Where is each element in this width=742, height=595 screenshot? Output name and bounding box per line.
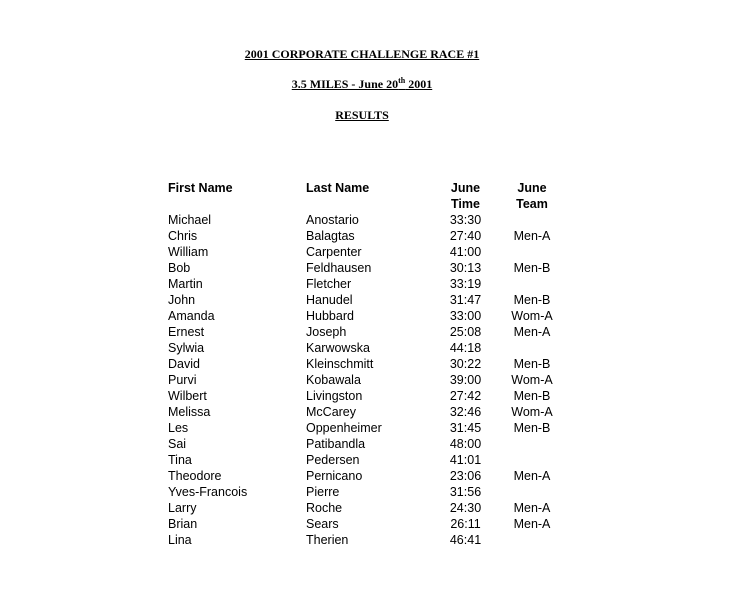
team-cell: Wom-A (511, 405, 553, 419)
team-cell: Men-A (513, 469, 551, 483)
last-name-cell: Pedersen (306, 453, 360, 467)
time-cell: 27:40 (449, 229, 482, 243)
first-name-cell: Lina (168, 533, 192, 547)
last-name-cell: Livingston (306, 389, 363, 403)
first-name-cell: William (168, 245, 209, 259)
time-cell: 41:00 (449, 245, 482, 259)
team-cell: Men-B (513, 293, 551, 307)
team-cell: Men-A (513, 517, 551, 531)
last-name-cell: Carpenter (306, 245, 362, 259)
team-cell: Wom-A (511, 373, 553, 387)
race-subtitle-ordinal: th (398, 76, 406, 85)
first-name-cell: Ernest (168, 325, 205, 339)
first-name-cell: Les (168, 421, 189, 435)
team-cell: Men-A (513, 501, 551, 515)
time-cell: 33:19 (449, 277, 482, 291)
last-name-cell: Roche (306, 501, 343, 515)
team-cell: Men-B (513, 389, 551, 403)
last-name-cell: Joseph (306, 325, 347, 339)
team-cell: Men-B (513, 261, 551, 275)
time-cell: 44:18 (449, 341, 482, 355)
column-header-time-line2: Time (451, 197, 480, 211)
time-cell: 48:00 (449, 437, 482, 451)
time-cell: 32:46 (449, 405, 482, 419)
first-name-cell: Martin (168, 277, 203, 291)
team-cell: Men-B (513, 421, 551, 435)
time-cell: 27:42 (449, 389, 482, 403)
first-name-cell: Larry (168, 501, 197, 515)
race-title: 2001 CORPORATE CHALLENGE RACE #1 (244, 47, 480, 61)
first-name-cell: Theodore (168, 469, 222, 483)
first-name-cell: Michael (168, 213, 212, 227)
last-name-cell: Therien (306, 533, 349, 547)
first-name-cell: Purvi (168, 373, 197, 387)
last-name-cell: Fletcher (306, 277, 352, 291)
last-name-cell: Pierre (306, 485, 340, 499)
time-cell: 25:08 (449, 325, 482, 339)
last-name-cell: Hubbard (306, 309, 354, 323)
time-cell: 33:30 (449, 213, 482, 227)
last-name-cell: Hanudel (306, 293, 353, 307)
time-cell: 30:13 (449, 261, 482, 275)
last-name-cell: Karwowska (306, 341, 370, 355)
time-cell: 31:56 (449, 485, 482, 499)
first-name-cell: Sai (168, 437, 187, 451)
first-name-cell: David (168, 357, 200, 371)
last-name-cell: Balagtas (306, 229, 355, 243)
last-name-cell: McCarey (306, 405, 357, 419)
last-name-cell: Kleinschmitt (306, 357, 374, 371)
first-name-cell: Melissa (168, 405, 211, 419)
last-name-cell: Feldhausen (306, 261, 372, 275)
column-header-team-line2: Team (516, 197, 548, 211)
time-cell: 23:06 (449, 469, 482, 483)
time-cell: 31:47 (449, 293, 482, 307)
last-name-cell: Anostario (306, 213, 359, 227)
first-name-cell: Yves-Francois (168, 485, 248, 499)
time-cell: 24:30 (449, 501, 482, 515)
team-cell: Wom-A (511, 309, 553, 323)
time-cell: 30:22 (449, 357, 482, 371)
column-header-first-name: First Name (168, 181, 233, 195)
results-heading: RESULTS (335, 108, 389, 122)
first-name-cell: Wilbert (168, 389, 207, 403)
first-name-cell: Tina (168, 453, 192, 467)
last-name-cell: Kobawala (306, 373, 361, 387)
last-name-cell: Sears (306, 517, 339, 531)
column-header-team-line1: June (517, 181, 547, 195)
time-cell: 33:00 (449, 309, 482, 323)
column-header-last-name: Last Name (306, 181, 370, 195)
team-cell: Men-B (513, 357, 551, 371)
last-name-cell: Patibandla (306, 437, 366, 451)
first-name-cell: Amanda (168, 309, 215, 323)
race-subtitle (0, 77, 724, 92)
time-cell: 39:00 (449, 373, 482, 387)
team-cell: Men-A (513, 229, 551, 243)
first-name-cell: Bob (168, 261, 191, 275)
last-name-cell: Oppenheimer (306, 421, 382, 435)
time-cell: 31:45 (449, 421, 482, 435)
first-name-cell: Sylwia (168, 341, 205, 355)
time-cell: 26:11 (450, 517, 481, 531)
time-cell: 41:01 (449, 453, 482, 467)
team-cell: Men-A (513, 325, 551, 339)
last-name-cell: Pernicano (306, 469, 363, 483)
column-header-time-line1: June (450, 181, 481, 195)
race-subtitle-year: 2001 (405, 77, 433, 91)
race-subtitle-main: 3.5 MILES - June 20 (291, 77, 399, 91)
first-name-cell: John (168, 293, 196, 307)
first-name-cell: Chris (168, 229, 198, 243)
first-name-cell: Brian (168, 517, 198, 531)
time-cell: 46:41 (449, 533, 482, 547)
